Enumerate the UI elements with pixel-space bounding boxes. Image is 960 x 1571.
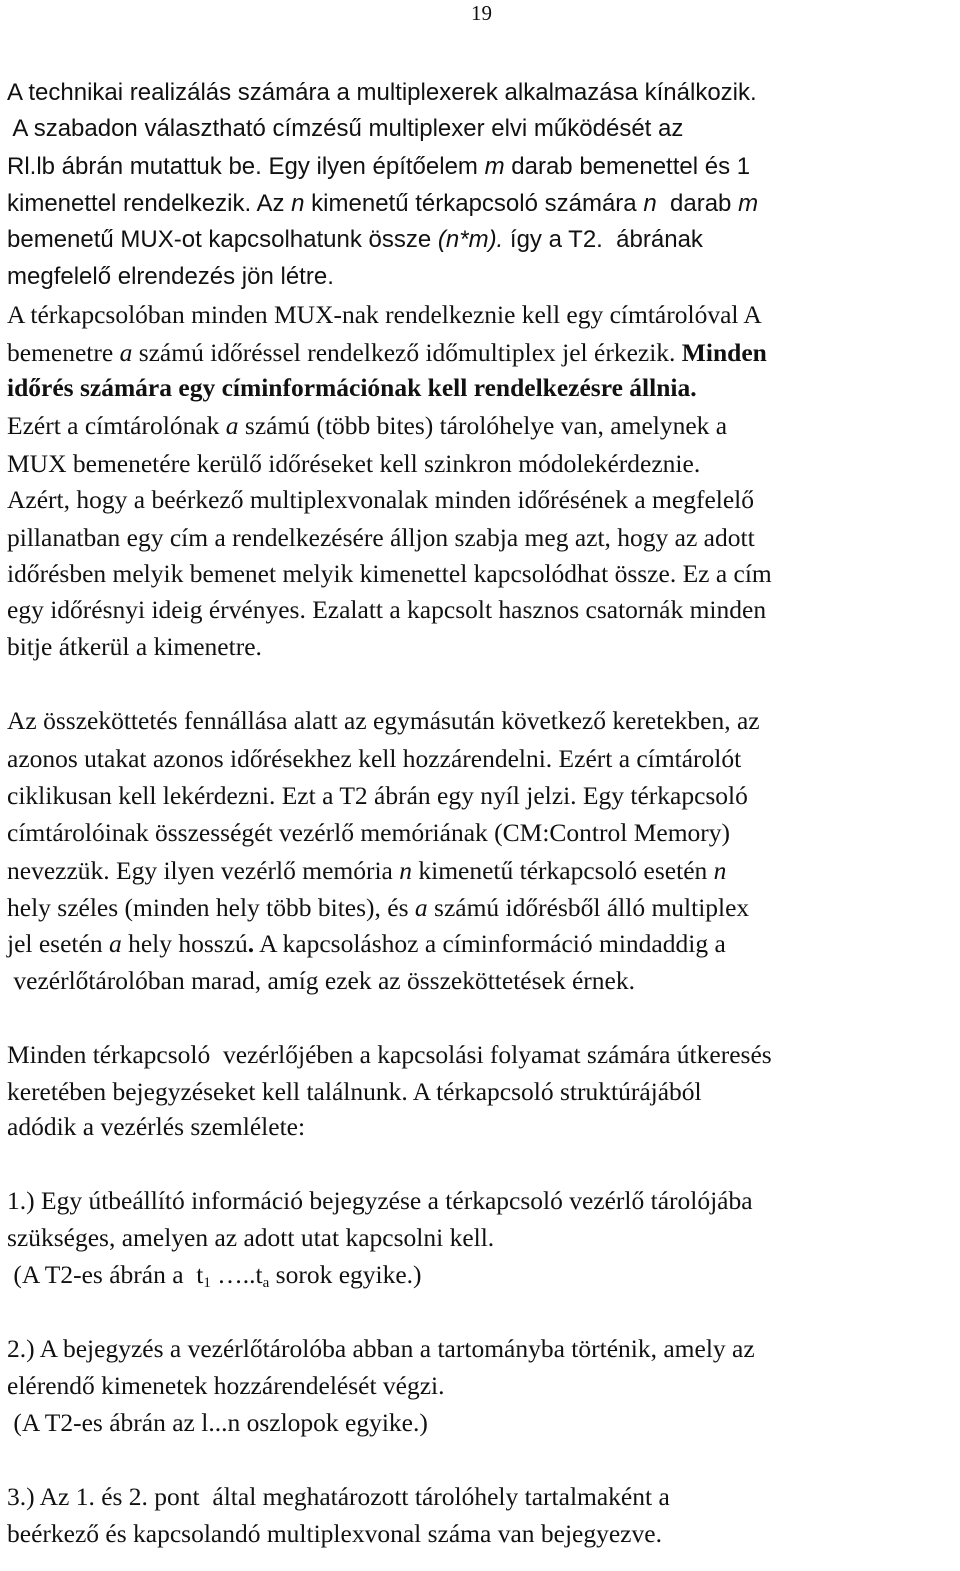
- text-line: [7, 1331, 755, 1367]
- text-line: [7, 149, 750, 185]
- text-segment: 2.) A bejegyzés a vezérlőtárolóba abban a tartományba történik, amely az: [7, 1334, 755, 1363]
- italic-text: a: [225, 411, 239, 440]
- italic-text: n: [713, 856, 727, 885]
- text-segment: A technikai realizálás számára a multiplexerek alkalmazása kínálkozik.: [7, 79, 757, 106]
- text-segment: ciklikusan kell lekérdezni. Ezt a T2 ábrán egy nyíl jelzi. Egy térkapcsoló: [7, 781, 748, 810]
- text-line: [7, 592, 766, 628]
- text-segment: elérendő kimenetek hozzárendelését végzi.: [7, 1371, 445, 1400]
- text-line: [7, 482, 754, 518]
- text-segment: Minden térkapcsoló vezérlőjében a kapcsolási folyamat számára útkeresés: [7, 1040, 772, 1069]
- text-segment: 3.) Az 1. és 2. pont által meghatározott tárolóhely tartalmaként a: [7, 1482, 670, 1511]
- text-line: [7, 629, 262, 665]
- bold-text: időrés számára egy címinformációnak kell rendelkezésre állnia.: [7, 373, 697, 402]
- italic-text: n: [643, 190, 657, 217]
- text-line: [7, 259, 334, 295]
- text-line: [7, 222, 703, 258]
- italic-text: a: [108, 929, 122, 958]
- text-line: [7, 1405, 428, 1441]
- text-segment: vezérlőtárolóban marad, amíg ezek az összeköttetések érnek.: [7, 966, 635, 995]
- text-segment: kimenettel rendelkezik. Az: [7, 190, 292, 217]
- text-segment: Azért, hogy a beérkező multiplexvonalak minden időrésének a megfelelő: [7, 485, 755, 514]
- text-line: [7, 370, 697, 406]
- text-segment: bitje átkerül a kimenetre.: [7, 632, 262, 661]
- text-segment: …..t: [210, 1260, 263, 1289]
- italic-text: a: [119, 338, 133, 367]
- text-segment: címtárolóinak összességét vezérlő memóriának (CM:Control Memory): [7, 818, 731, 847]
- text-segment: bemenetre: [7, 338, 120, 367]
- italic-text: (n*m).: [437, 226, 504, 253]
- text-line: [7, 890, 749, 926]
- text-line: [7, 520, 755, 556]
- text-line: [7, 446, 700, 482]
- text-segment: beérkező és kapcsolandó multiplexvonal száma van bejegyezve.: [7, 1519, 662, 1548]
- text-segment: így a T2. ábrának: [503, 226, 703, 253]
- text-segment: Az összeköttetés fennállása alatt az egymásután következő keretekben, az: [7, 706, 760, 735]
- text-segment: darab bemenettel és 1: [504, 153, 751, 180]
- page-number-text: 19: [471, 1, 492, 25]
- text-segment: időrésben melyik bemenet melyik kimenettel kapcsolódhat össze. Ez a cím: [7, 559, 772, 588]
- text-segment: A kapcsoláshoz a címinformáció mindaddig a: [254, 929, 726, 958]
- text-segment: hely hosszú: [121, 929, 248, 958]
- text-line: [7, 815, 730, 851]
- text-segment: megfelelő elrendezés jön létre.: [7, 263, 334, 290]
- text-line: [7, 1516, 662, 1552]
- bold-text: Minden: [681, 338, 767, 367]
- text-segment: (A T2-es ábrán a t: [7, 1260, 204, 1289]
- text-segment: azonos utakat azonos időrésekhez kell hozzárendelni. Ezért a címtárolót: [7, 744, 742, 773]
- text-segment: Ezért a címtárolónak: [7, 411, 226, 440]
- text-segment: darab: [656, 190, 739, 217]
- text-segment: kimenetű térkapcsoló számára: [304, 190, 644, 217]
- text-line: [7, 963, 635, 999]
- text-segment: jel esetén: [7, 929, 109, 958]
- text-line: [7, 335, 767, 371]
- text-line: [7, 853, 726, 889]
- text-segment: pillanatban egy cím a rendelkezésére álljon szabja meg azt, hogy az adott: [7, 523, 755, 552]
- text-line: [7, 1109, 305, 1145]
- italic-text: n: [291, 190, 305, 217]
- text-segment: adódik a vezérlés szemlélete:: [7, 1112, 306, 1141]
- subscript: 1: [203, 1275, 211, 1291]
- italic-text: a: [414, 893, 428, 922]
- text-segment: bemenetű MUX-ot kapcsolhatunk össze: [7, 226, 438, 253]
- text-segment: hely széles (minden hely több bites), és: [7, 893, 415, 922]
- text-segment: Rl.lb ábrán mutattuk be. Egy ilyen építőelem: [7, 153, 485, 180]
- text-segment: sorok egyike.): [269, 1260, 422, 1289]
- text-line: [7, 75, 757, 111]
- text-line: [7, 186, 758, 222]
- italic-text: n: [399, 856, 412, 885]
- text-segment: szükséges, amelyen az adott utat kapcsolni kell.: [7, 1223, 495, 1252]
- text-line: [7, 408, 727, 444]
- text-line: [7, 1257, 422, 1293]
- text-line: [7, 1368, 445, 1404]
- text-segment: kimenetű térkapcsoló esetén: [412, 856, 714, 885]
- text-line: [7, 778, 748, 814]
- text-segment: keretében bejegyzéseket kell találnunk. A térkapcsoló struktúrájából: [7, 1077, 702, 1106]
- text-line: [7, 1479, 670, 1515]
- bold-text: .: [247, 929, 255, 958]
- text-line: [7, 926, 726, 962]
- text-line: [7, 741, 741, 777]
- text-line: [7, 297, 762, 333]
- text-segment: A szabadon választható címzésű multiplexer elvi működését az: [7, 115, 684, 142]
- text-line: [7, 556, 772, 592]
- text-segment: (A T2-es ábrán az l...n oszlopok egyike.): [7, 1408, 428, 1437]
- text-line: [7, 1037, 772, 1073]
- text-line: [7, 703, 760, 739]
- text-segment: nevezzük. Egy ilyen vezérlő memória: [7, 856, 400, 885]
- italic-text: m: [738, 190, 759, 217]
- page-number: [0, 0, 960, 26]
- text-segment: A térkapcsolóban minden MUX-nak rendelkeznie kell egy címtárolóval A: [7, 300, 762, 329]
- italic-text: m: [484, 153, 505, 180]
- text-segment: számú (több bites) tárolóhelye van, amelynek a: [238, 411, 728, 440]
- text-segment: számú időréssel rendelkező időmultiplex jel érkezik.: [132, 338, 682, 367]
- text-line: [7, 111, 683, 147]
- text-segment: 1.) Egy útbeállító információ bejegyzése a térkapcsoló vezérlő tárolójába: [7, 1186, 753, 1215]
- text-line: [7, 1074, 702, 1110]
- text-segment: MUX bemenetére kerülő időréseket kell szinkron módolekérdeznie.: [7, 449, 701, 478]
- text-line: [7, 1220, 494, 1256]
- subscript: a: [262, 1275, 270, 1291]
- text-line: [7, 1183, 753, 1219]
- text-segment: számú időrésből álló multiplex: [427, 893, 750, 922]
- text-segment: egy időrésnyi ideig érvényes. Ezalatt a kapcsolt hasznos csatornák minden: [7, 595, 767, 624]
